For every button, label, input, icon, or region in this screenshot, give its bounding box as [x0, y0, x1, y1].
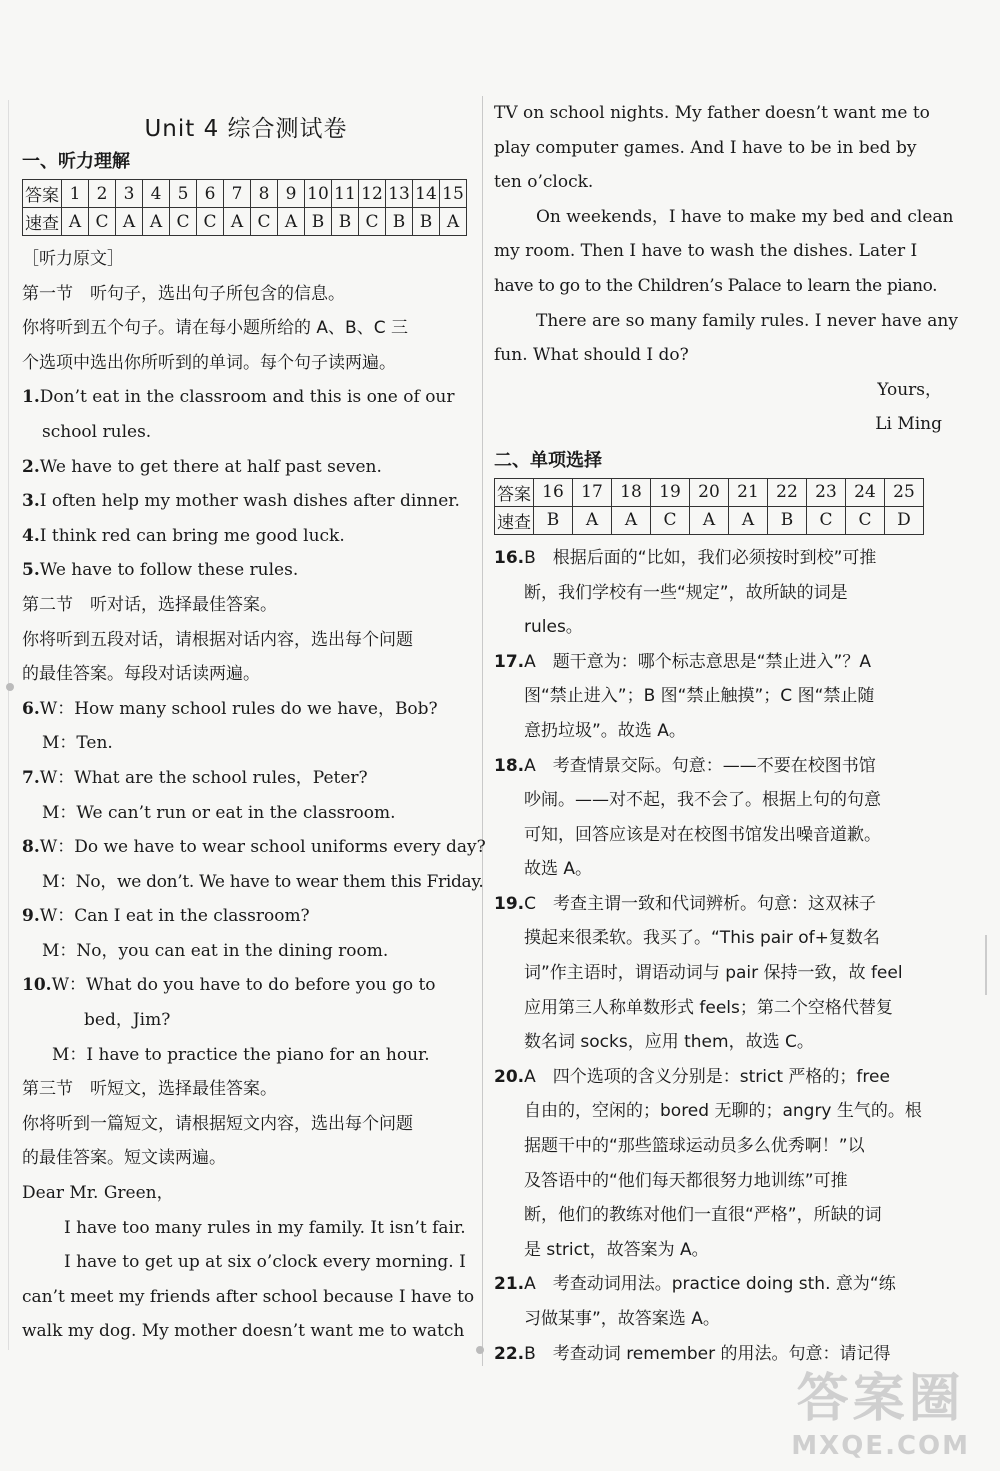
explanation-continuation: 应用第三人称单数形式 feels；第二个空格代替复	[524, 997, 893, 1018]
answer-cell: B	[534, 506, 573, 534]
dialogue-item	[22, 968, 470, 1003]
sentence-item	[22, 484, 470, 519]
answer-cell: A	[278, 208, 305, 236]
dialogue-woman: W：What are the school rules，Peter?	[39, 767, 368, 788]
table-header-label: 答案	[495, 478, 534, 506]
answer-cell: B	[768, 506, 807, 534]
answer-cell: B	[332, 208, 359, 236]
letter-greeting: Dear Mr. Green，	[22, 1183, 174, 1204]
section-heading-listening: 一、听力理解	[22, 151, 130, 172]
answer-cell: A	[573, 506, 612, 534]
answer-cell: C	[651, 506, 690, 534]
dialogue-man: M：No，we don’t. We have to wear them this Friday.	[42, 871, 484, 892]
explanation-continuation: 断，他们的教练对他们一直很“严格”，所缺的词	[524, 1205, 882, 1226]
question-number-cell: 11	[332, 180, 359, 208]
explanation-continuation: 图“禁止进入”；B 图“禁止触摸”；C 图“禁止随	[524, 686, 875, 707]
answer-cell: B	[413, 208, 440, 236]
item-number: 7.	[22, 767, 40, 788]
sentence-item	[22, 380, 470, 415]
dialogue-woman: W：Do we have to wear school uniforms every day?	[39, 837, 486, 858]
explanation-text: A 四个选项的含义分别是：strict 严格的；free	[524, 1066, 890, 1087]
item-number: 3.	[22, 491, 40, 512]
explanation-continuation: 及答语中的“他们每天都很努力地训练”可推	[524, 1170, 848, 1191]
answer-cell: A	[440, 208, 467, 236]
question-number-cell: 23	[807, 478, 846, 506]
part3-title: 第三节 听短文，选择最佳答案。	[22, 1079, 277, 1100]
item-number: 9.	[22, 906, 40, 927]
explanation-text: C 考查主谓一致和代词辨析。句意：这双袜子	[524, 893, 876, 914]
answer-cell: C	[89, 208, 116, 236]
answer-cell: B	[386, 208, 413, 236]
answer-cell: C	[359, 208, 386, 236]
answer-table-1	[22, 179, 467, 236]
item-number: 22.	[494, 1343, 525, 1364]
letter-line: ten o’clock.	[494, 172, 594, 193]
answer-table-2	[494, 478, 924, 535]
explanation-continuation: 数名词 socks，应用 them，故选 C。	[524, 1032, 814, 1053]
item-number: 19.	[494, 893, 525, 914]
question-number-cell: 24	[846, 478, 885, 506]
question-number-cell: 6	[197, 180, 224, 208]
answer-cell: A	[224, 208, 251, 236]
explanation-continuation: 自由的，空闲的；bored 无聊的；angry 生气的。根	[524, 1101, 922, 1122]
item-number: 2.	[22, 456, 40, 477]
sentence-item	[22, 519, 470, 554]
hole-mark	[476, 1346, 484, 1354]
question-number-cell: 4	[143, 180, 170, 208]
watermark	[791, 1356, 970, 1461]
letter-closing: Yours，	[877, 379, 942, 400]
explanation-continuation: 是 strict，故答案为 A。	[524, 1239, 709, 1260]
part3-instruction: 你将听到一篇短文，请根据短文内容，选出每个问题	[22, 1113, 413, 1134]
item-number: 8.	[22, 837, 40, 858]
explanation-item	[494, 887, 942, 922]
right-column	[494, 96, 958, 1371]
part3-instruction: 的最佳答案。短文读两遍。	[22, 1148, 226, 1169]
question-number-cell: 2	[89, 180, 116, 208]
answer-cell: A	[62, 208, 89, 236]
explanation-item	[494, 1060, 942, 1095]
column-divider	[482, 96, 483, 1366]
watermark-url: MXQE.COM	[791, 1431, 970, 1461]
question-number-cell: 13	[386, 180, 413, 208]
question-number-cell: 1	[62, 180, 89, 208]
question-number-cell: 16	[534, 478, 573, 506]
answer-cell: A	[143, 208, 170, 236]
part2-instruction: 你将听到五段对话，请根据对话内容，选出每个问题	[22, 629, 413, 650]
table-row-label: 速查	[495, 506, 534, 534]
answer-cell: A	[612, 506, 651, 534]
answer-cell: A	[729, 506, 768, 534]
answer-cell: C	[170, 208, 197, 236]
dialogue-woman-continuation: bed，Jim?	[84, 1010, 171, 1031]
explanation-text: B 考查动词 remember 的用法。句意：请记得	[524, 1343, 891, 1364]
question-number-cell: 20	[690, 478, 729, 506]
question-number-cell: 22	[768, 478, 807, 506]
sentence-text: We have to get there at half past seven.	[39, 456, 382, 477]
answer-cell: C	[197, 208, 224, 236]
watermark-logo-text: 答案圈	[796, 1369, 965, 1429]
part2-title: 第二节 听对话，选择最佳答案。	[22, 594, 277, 615]
listening-script-title: ［听力原文］	[22, 249, 124, 269]
letter-line: I have too many rules in my family. It isn’t fair.	[64, 1217, 466, 1238]
table-header-label: 答案	[23, 180, 62, 208]
dialogue-man: M：No，you can eat in the dining room.	[42, 940, 389, 961]
dialogue-item	[22, 830, 486, 865]
answer-cell: C	[251, 208, 278, 236]
item-number: 21.	[494, 1274, 525, 1295]
explanation-item	[494, 541, 942, 576]
sentence-text: We have to follow these rules.	[39, 560, 299, 581]
explanation-continuation: 词”作主语时，谓语动词与 pair 保持一致，故 feel	[524, 963, 903, 984]
item-number: 6.	[22, 698, 40, 719]
item-number: 10.	[22, 975, 52, 996]
part1-instruction: 个选项中选出你所听到的单词。每个句子读两遍。	[22, 352, 396, 373]
explanation-continuation: 吵闹。——对不起，我不会了。根据上句的句意	[524, 790, 881, 811]
letter-line: There are so many family rules. I never have any	[536, 310, 958, 331]
dialogue-item	[22, 692, 470, 727]
question-number-cell: 21	[729, 478, 768, 506]
hole-mark	[6, 683, 14, 691]
question-number-cell: 9	[278, 180, 305, 208]
question-number-cell: 8	[251, 180, 278, 208]
answer-cell: C	[846, 506, 885, 534]
item-number: 20.	[494, 1066, 525, 1087]
letter-line: On weekends，I have to make my bed and clean	[536, 206, 954, 227]
dialogue-man: M：I have to practice the piano for an hour.	[52, 1044, 430, 1065]
question-number-cell: 25	[885, 478, 924, 506]
section-heading-choice: 二、单项选择	[494, 449, 602, 471]
question-number-cell: 3	[116, 180, 143, 208]
dialogue-man: M：We can’t run or eat in the classroom.	[42, 802, 396, 823]
explanation-continuation: 意扔垃圾”。故选 A。	[524, 720, 686, 741]
explanation-text: B 根据后面的“比如，我们必须按时到校”可推	[524, 547, 877, 568]
question-number-cell: 17	[573, 478, 612, 506]
question-number-cell: 5	[170, 180, 197, 208]
sentence-text: I think red can bring me good luck.	[39, 525, 345, 546]
sentence-continuation: school rules.	[42, 421, 152, 442]
explanation-text: A 题干意为：哪个标志意思是“禁止进入”？A	[524, 651, 871, 672]
answer-cell: D	[885, 506, 924, 534]
explanations	[494, 541, 942, 1371]
item-number: 5.	[22, 560, 40, 581]
question-number-cell: 7	[224, 180, 251, 208]
item-number: 4.	[22, 525, 40, 546]
answer-cell: C	[807, 506, 846, 534]
answer-cell: A	[116, 208, 143, 236]
question-number-cell: 14	[413, 180, 440, 208]
item-number: 17.	[494, 651, 525, 672]
question-number-cell: 19	[651, 478, 690, 506]
letter-line: have to go to the Children’s Palace to learn the piano.	[494, 275, 938, 296]
letter-line: can’t meet my friends after school because I have to	[22, 1286, 475, 1307]
left-column	[22, 96, 486, 1349]
letter-line: my room. Then I have to wash the dishes. Later I	[494, 241, 918, 262]
binding-edge	[8, 100, 9, 1350]
letter-line: I have to get up at six o’clock every morning. I	[64, 1252, 466, 1273]
sentence-item	[22, 450, 470, 485]
sentence-item	[22, 553, 470, 588]
dialogue-item	[22, 761, 470, 796]
explanation-item	[494, 645, 942, 680]
explanation-text: A 考查动词用法。practice doing sth. 意为“练	[524, 1274, 896, 1295]
sentence-text: I often help my mother wash dishes after dinner.	[39, 491, 460, 512]
answer-cell: B	[305, 208, 332, 236]
question-number-cell: 15	[440, 180, 467, 208]
explanation-continuation: 故选 A。	[524, 859, 593, 880]
item-number: 16.	[494, 547, 525, 568]
letter-line: play computer games. And I have to be in bed by	[494, 137, 917, 158]
part1-title: 第一节 听句子，选出句子所包含的信息。	[22, 283, 345, 304]
explanation-text: A 考查情景交际。句意：——不要在校图书馆	[524, 755, 876, 776]
dialogue-item	[22, 899, 470, 934]
dialogue-woman: W：How many school rules do we have，Bob?	[39, 698, 438, 719]
question-number-cell: 10	[305, 180, 332, 208]
item-number: 18.	[494, 755, 525, 776]
explanation-continuation: 摸起来很柔软。我买了。“This pair of+复数名	[524, 928, 880, 949]
letter-signature: Li Ming	[875, 414, 942, 435]
explanation-continuation: 可知，回答应该是对在校图书馆发出噪音道歉。	[524, 824, 881, 845]
explanation-continuation: 据题干中的“那些篮球运动员多么优秀啊！”以	[524, 1136, 865, 1157]
edge-mark	[985, 935, 987, 995]
letter-line: TV on school nights. My father doesn’t want me to	[494, 103, 930, 123]
dialogue-woman: W：Can I eat in the classroom?	[39, 906, 310, 927]
dialogue-woman: W：What do you have to do before you go to	[51, 975, 436, 996]
explanation-continuation: rules。	[524, 617, 583, 638]
dialogue-man: M：Ten.	[42, 733, 113, 754]
sentence-text: Don’t eat in the classroom and this is one of our	[39, 387, 455, 408]
explanation-continuation: 断，我们学校有一些“规定”，故所缺的词是	[524, 582, 848, 603]
item-number: 1.	[22, 387, 40, 408]
question-number-cell: 12	[359, 180, 386, 208]
answer-cell: A	[690, 506, 729, 534]
letter-line: fun. What should I do?	[494, 345, 689, 366]
part2-instruction: 的最佳答案。每段对话读两遍。	[22, 664, 260, 685]
letter-line: walk my dog. My mother doesn’t want me to watch	[22, 1321, 465, 1342]
table-row-label: 速查	[23, 208, 62, 236]
page-title: Unit 4 综合测试卷	[144, 116, 348, 142]
question-number-cell: 18	[612, 478, 651, 506]
explanation-continuation: 习做某事”，故答案选 A。	[524, 1309, 720, 1329]
explanation-item	[494, 749, 942, 784]
part1-instruction: 你将听到五个句子。请在每小题所给的 A、B、C 三	[22, 318, 408, 339]
explanation-item	[494, 1267, 942, 1302]
